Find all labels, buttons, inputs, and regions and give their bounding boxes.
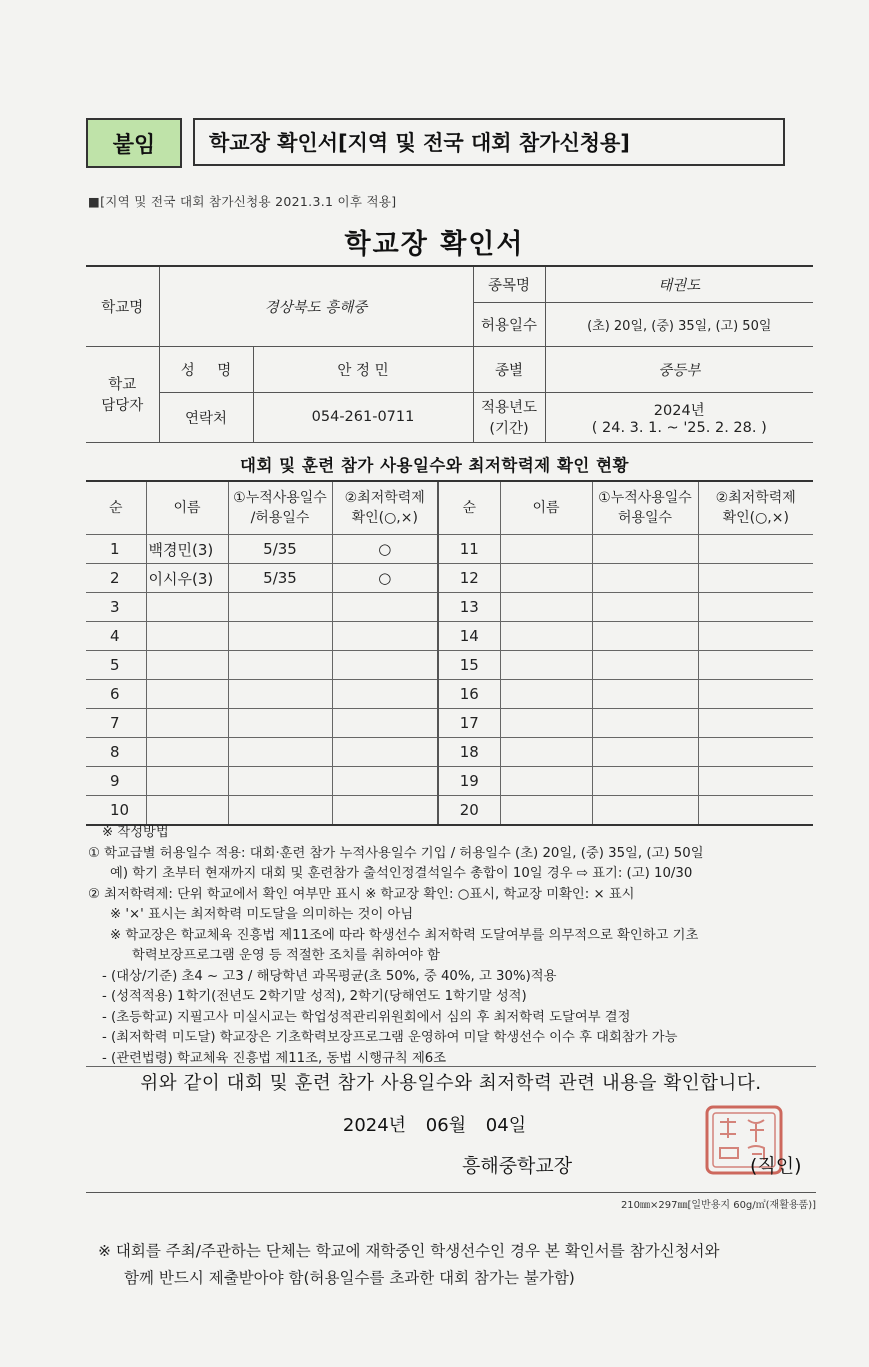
instruction-item2-line1: ② 최저학력제: 단위 학교에서 확인 여부만 표시 ※ 학교장 확인: ○표시, 학교장 미확인: × 표시 [88, 886, 635, 902]
instruction-item1-line1: ① 학교급별 허용일수 적용: 대회·훈련 참가 누적사용일수 기입 / 허용일수 (초) 20일, (중) 35일, (고) 50일 [88, 845, 704, 861]
table-row [86, 680, 813, 709]
table-row [86, 622, 813, 651]
roster-name-cell [500, 535, 592, 564]
header-days-left-line1: ①누적사용일수 [233, 490, 327, 506]
roster-no-cell: 12 [438, 564, 500, 593]
roster-no-cell: 13 [438, 593, 500, 622]
name-value: 안 정 민 [253, 346, 473, 392]
instruction-bullet5: - (관련법령) 학교체육 진흥법 제11조, 동법 시행규칙 제6조 [102, 1050, 447, 1066]
roster-grade-cell [698, 593, 813, 622]
school-label: 학교명 [86, 266, 159, 346]
table-row [86, 767, 813, 796]
category-label: 종별 [473, 346, 545, 392]
year-value: 2024년 [653, 402, 705, 419]
roster-no-cell: 18 [438, 738, 500, 767]
year-label-line2: (기간) [489, 421, 529, 437]
header-name-right: 이름 [500, 481, 592, 535]
roster-name-cell [500, 796, 592, 826]
year-label-line1: 적용년도 [480, 400, 538, 416]
instruction-item1-line2: 예) 학기 초부터 현재까지 대회 및 훈련참가 출석인정결석일수 총합이 10일 경우 ⇨ 표기: (고) 10/30 [110, 866, 693, 881]
name-label: 성 명 [159, 346, 253, 392]
header-grade-left-line2: 확인(○,×) [351, 510, 418, 526]
paper-spec: 210㎜×297㎜[일반용지 60g/㎡(재활용품)] [620, 1200, 816, 1211]
roster-name-cell [500, 651, 592, 680]
roster-name-cell [146, 709, 228, 738]
roster-grade-cell [698, 535, 813, 564]
header-days-left-line2: /허용일수 [250, 510, 310, 526]
confirmation-statement: 위와 같이 대회 및 훈련 참가 사용일수와 최저학력 관련 내용을 확인합니다. [140, 1073, 762, 1094]
roster-no-cell: 19 [438, 767, 500, 796]
instructions-heading: ※ 작성방법 [102, 825, 169, 840]
roster-days-cell [592, 680, 698, 709]
roster-grade-cell [332, 680, 438, 709]
header-no-left: 순 [86, 481, 146, 535]
roster-grade-cell: ○ [332, 564, 438, 593]
roster-no-cell: 9 [86, 767, 146, 796]
period-value: ( 24. 3. 1. ~ '25. 2. 28. ) [591, 419, 767, 436]
roster-grade-cell [698, 738, 813, 767]
roster-grade-cell [332, 738, 438, 767]
applicability-note: ■[지역 및 전국 대회 참가신청용 2021.3.1 이후 적용] [88, 194, 397, 209]
header-grade-right-line1: ②최저학력제 [715, 490, 796, 506]
roster-days-cell [592, 796, 698, 826]
roster-grade-cell [332, 622, 438, 651]
instructions [88, 823, 818, 1069]
table-row [86, 535, 813, 564]
header-grade-left-line1: ②최저학력제 [344, 490, 425, 506]
roster-no-cell: 10 [86, 796, 146, 826]
footer-note [98, 1238, 828, 1292]
roster-days-cell [592, 593, 698, 622]
roster-name-cell [146, 593, 228, 622]
roster-grade-cell [698, 680, 813, 709]
roster-days-cell: 5/35 [228, 564, 332, 593]
roster-days-cell [228, 680, 332, 709]
event-label: 종목명 [473, 266, 545, 302]
staff-label-line2: 담당자 [101, 398, 144, 414]
staff-label [86, 346, 159, 442]
roster-days-cell [228, 593, 332, 622]
roster-name-cell [500, 767, 592, 796]
divider [86, 1066, 816, 1067]
roster-name-cell [146, 796, 228, 826]
roster-no-cell: 7 [86, 709, 146, 738]
roster-name-cell [500, 709, 592, 738]
roster-name-cell [146, 738, 228, 767]
roster-name-cell [500, 680, 592, 709]
roster-grade-cell [332, 767, 438, 796]
roster-body [86, 535, 813, 826]
table-row [86, 709, 813, 738]
roster-grade-cell [698, 622, 813, 651]
document-title: 학교장 확인서 [344, 229, 525, 260]
roster-name-cell [146, 680, 228, 709]
roster-grade-cell [698, 767, 813, 796]
table-row [86, 651, 813, 680]
table-row [86, 796, 813, 826]
table-row [86, 564, 813, 593]
year-label [473, 392, 545, 442]
form-title-box: 학교장 확인서[지역 및 전국 대회 참가신청용] [193, 118, 785, 166]
event-value: 태권도 [545, 266, 813, 302]
attachment-badge: 붙임 [86, 118, 182, 168]
roster-no-cell: 5 [86, 651, 146, 680]
instruction-item2-note2-line1: ※ 학교장은 학교체육 진흥법 제11조에 따라 학생선수 최저학력 도달여부를 의무적으로 확인하고 기초 [110, 927, 699, 943]
roster-name-cell [146, 767, 228, 796]
roster-days-cell [592, 767, 698, 796]
roster-days-cell [592, 738, 698, 767]
roster-grade-cell [698, 564, 813, 593]
roster-name-cell [500, 622, 592, 651]
school-value: 경상북도 흥해중 [159, 266, 473, 346]
roster-days-cell [228, 738, 332, 767]
roster-name-cell: 백경민(3) [146, 535, 228, 564]
roster-no-cell: 1 [86, 535, 146, 564]
roster-no-cell: 6 [86, 680, 146, 709]
roster-name-cell [500, 593, 592, 622]
roster-days-cell [228, 709, 332, 738]
instruction-bullet2: - (성적적용) 1학기(전년도 2학기말 성적), 2학기(당해연도 1학기말 성적) [102, 989, 527, 1004]
header-days-right-line2: 허용일수 [617, 510, 673, 526]
roster-no-cell: 4 [86, 622, 146, 651]
roster-name-cell [500, 564, 592, 593]
year-value-cell [545, 392, 813, 442]
roster-grade-cell [332, 593, 438, 622]
roster-grade-cell [698, 796, 813, 826]
header-grade-left [332, 481, 438, 535]
principal-title: 흥해중학교장 [462, 1155, 573, 1177]
section-title: 대회 및 훈련 참가 사용일수와 최저학력제 확인 현황 [240, 456, 629, 475]
roster-no-cell: 20 [438, 796, 500, 826]
instruction-bullet1: - (대상/기준) 초4 ~ 고3 / 해당학년 과목평균(초 50%, 중 40%, 고 30%)적용 [102, 968, 557, 984]
contact-value: 054-261-0711 [253, 392, 473, 442]
contact-label: 연락처 [159, 392, 253, 442]
header-grade-right [698, 481, 813, 535]
category-value: 중등부 [545, 346, 813, 392]
instruction-bullet4: - (최저학력 미도달) 학교장은 기초학력보장프로그램 운영하여 미달 학생선수 이수 후 대회참가 가능 [102, 1030, 678, 1045]
instruction-item2-note1: ※ '×' 표시는 최저학력 미도달을 의미하는 것이 아님 [110, 907, 414, 922]
roster-days-cell [228, 651, 332, 680]
roster-grade-cell: ○ [332, 535, 438, 564]
header-days-right-line1: ①누적사용일수 [598, 490, 692, 506]
roster-days-cell [592, 651, 698, 680]
roster-days-cell [228, 796, 332, 826]
header-days-left [228, 481, 332, 535]
roster-days-cell [592, 709, 698, 738]
staff-label-line1: 학교 [108, 377, 137, 393]
roster-grade-cell [698, 709, 813, 738]
roster-no-cell: 3 [86, 593, 146, 622]
roster-no-cell: 8 [86, 738, 146, 767]
footer-note-line2: 함께 반드시 제출받아야 함(허용일수를 초과한 대회 참가는 불가함) [124, 1269, 575, 1287]
roster-no-cell: 17 [438, 709, 500, 738]
roster-name-cell [146, 622, 228, 651]
roster-days-cell [228, 767, 332, 796]
roster-days-cell [592, 535, 698, 564]
allowed-days-label: 허용일수 [473, 302, 545, 346]
roster-days-cell [228, 622, 332, 651]
roster-table [86, 480, 813, 826]
instruction-bullet3: - (초등학교) 지필고사 미실시교는 학업성적관리위원회에서 심의 후 최저학력 도달여부 결정 [102, 1009, 631, 1025]
roster-no-cell: 11 [438, 535, 500, 564]
header-name-left: 이름 [146, 481, 228, 535]
header-grade-right-line2: 확인(○,×) [722, 510, 789, 526]
footer-note-line1: ※ 대회를 주최/주관하는 단체는 학교에 재학중인 학생선수인 경우 본 확인서를 참가신청서와 [98, 1242, 720, 1260]
roster-no-cell: 15 [438, 651, 500, 680]
roster-name-cell [500, 738, 592, 767]
roster-no-cell: 16 [438, 680, 500, 709]
roster-days-cell [592, 564, 698, 593]
table-row [86, 593, 813, 622]
header-no-right: 순 [438, 481, 500, 535]
school-info-table [86, 265, 813, 443]
roster-grade-cell [332, 796, 438, 826]
divider [86, 1192, 816, 1193]
table-row [86, 738, 813, 767]
roster-name-cell [146, 651, 228, 680]
roster-grade-cell [332, 709, 438, 738]
roster-days-cell: 5/35 [228, 535, 332, 564]
header-days-right [592, 481, 698, 535]
roster-no-cell: 14 [438, 622, 500, 651]
allowed-days-value: (초) 20일, (중) 35일, (고) 50일 [545, 302, 813, 346]
roster-name-cell: 이시우(3) [146, 564, 228, 593]
roster-no-cell: 2 [86, 564, 146, 593]
instruction-item2-note2-line2: 학력보장프로그램 운영 등 적절한 조치를 취하여야 함 [132, 948, 440, 963]
roster-grade-cell [698, 651, 813, 680]
roster-days-cell [592, 622, 698, 651]
issue-date: 2024년 06월 04일 [342, 1115, 527, 1136]
roster-grade-cell [332, 651, 438, 680]
seal-label: (직인) [750, 1155, 802, 1177]
